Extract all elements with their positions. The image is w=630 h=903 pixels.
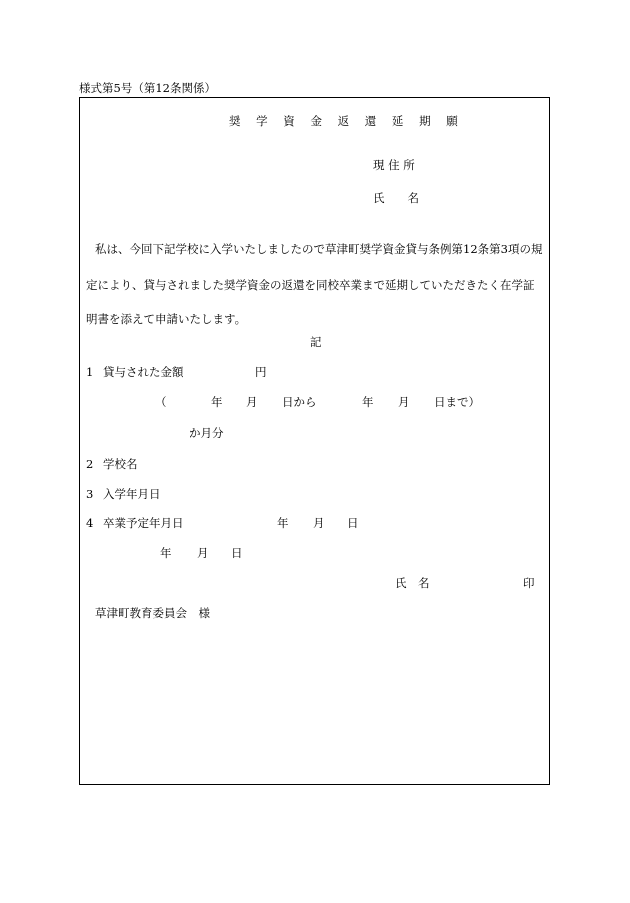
item-4-number: 4: [86, 516, 94, 530]
period-from-year: 年: [211, 395, 223, 409]
seal-label: 印: [523, 576, 535, 590]
item-1-number: 1: [86, 365, 94, 379]
form-title: 奨 学 資 金 返 還 延 期 願: [229, 114, 464, 128]
loan-amount-unit: 円: [255, 365, 267, 379]
graduation-year: 年: [277, 516, 289, 530]
body-line-2: 定により、貸与されました奨学資金の返還を同校卒業まで延期していただきたく在学証: [86, 278, 535, 292]
form-number: 様式第5号（第12条関係）: [79, 81, 216, 95]
body-line-1: 私は、今回下記学校に入学いたしましたので草津町奨学資金貸与条例第12条第3項の規: [95, 242, 543, 256]
period-open-paren: （: [155, 395, 167, 409]
item-3-number: 3: [86, 487, 94, 501]
submission-month: 月: [197, 546, 209, 560]
form-frame: [79, 97, 550, 785]
period-from-month: 月: [246, 395, 258, 409]
applicant-name-label: 氏 名: [373, 191, 419, 205]
graduation-date-label: 卒業予定年月日: [103, 516, 184, 530]
item-2-number: 2: [86, 457, 94, 471]
school-name-label: 学校名: [103, 457, 138, 471]
address-label: 現 住 所: [373, 158, 415, 172]
period-months: か月分: [189, 426, 224, 440]
graduation-month: 月: [313, 516, 325, 530]
body-line-3: 明書を添えて申請いたします。: [86, 312, 247, 326]
graduation-day: 日: [347, 516, 359, 530]
ki-label: 記: [310, 335, 322, 349]
period-from-day: 日から: [282, 395, 317, 409]
addressee: 草津町教育委員会 様: [95, 606, 210, 620]
period-to-month: 月: [398, 395, 410, 409]
period-to-day: 日まで）: [434, 395, 480, 409]
submission-day: 日: [231, 546, 243, 560]
enrollment-date-label: 入学年月日: [103, 487, 161, 501]
period-to-year: 年: [362, 395, 374, 409]
signature-name-label: 氏 名: [395, 576, 430, 590]
loan-amount-label: 貸与された金額: [103, 365, 184, 379]
submission-year: 年: [160, 546, 172, 560]
